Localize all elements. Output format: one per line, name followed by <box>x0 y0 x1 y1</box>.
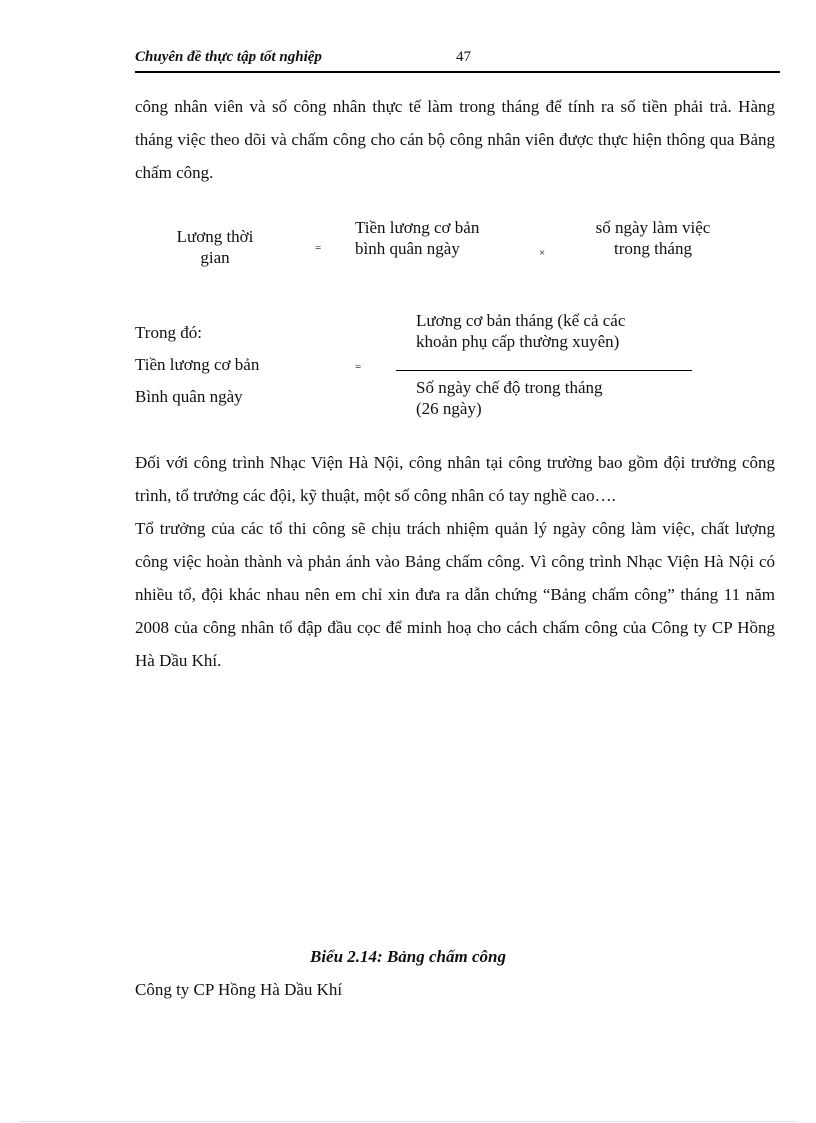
formula1-term2-line1: số ngày làm việc <box>595 218 711 237</box>
header-title: Chuyên đề thực tập tốt nghiệp <box>135 49 322 65</box>
formula1-term2-line2: trong tháng <box>614 239 692 258</box>
intro-paragraph: công nhân viên và số công nhân thực tế làm trong tháng để tính ra số tiền phải trả. Hàng tháng việc theo dõi và chấm công cho cán bộ công nhân viên được thực hiện thông qua Bảng chấm công. <box>135 97 775 182</box>
formula2-numerator-line2: khoản phụ cấp thường xuyên) <box>416 332 620 351</box>
formula1-equals: = <box>315 242 322 254</box>
formula1-lhs-line2: gian <box>200 248 230 267</box>
formula1-times: × <box>539 247 546 259</box>
body-paragraph-part2: Tổ trưởng của các tổ thi công sẽ chịu trách nhiệm quản lý ngày công làm việc, chất lượng công việc hoàn thành và phản ánh vào Bảng chấm công. Vì công trình Nhạc Viện Hà Nội có nhiều tổ, đội khác nhau nên em chỉ xin đưa ra dẫn chứng “Bảng chấm công” tháng 11 năm 2008 của công nhân tổ đập đầu cọc để minh hoạ cho cách chấm công của Công ty CP Hồng Hà Dầu Khí. <box>135 519 775 670</box>
body-paragraph-part1: Đối với công trình Nhạc Viện Hà Nội, công nhân tại công trường bao gồm đội trưởng công trình, tổ trưởng các đội, kỹ thuật, một số công nhân có tay nghề cao…. <box>135 453 775 505</box>
page-number: 47 <box>456 49 471 65</box>
body-paragraph <box>135 446 775 677</box>
company-name: Công ty CP Hồng Hà Dầu Khí <box>135 980 343 999</box>
formula2-intro: Trong đó: <box>135 323 202 342</box>
formula1-lhs-line1: Lương thời <box>176 227 254 246</box>
table-caption: Biểu 2.14: Bảng chấm công <box>310 947 506 966</box>
formula2-equals: = <box>355 361 362 373</box>
fraction-bar <box>396 370 692 371</box>
formula1-term1-line1: Tiền lương cơ bản <box>355 218 480 237</box>
formula1-term1-line2: bình quân ngày <box>355 239 460 258</box>
page-header <box>135 49 780 73</box>
formula2-denominator-line1: Số ngày chế độ trong tháng <box>416 378 603 397</box>
formula2-lhs-line1: Tiền lương cơ bản <box>135 355 260 374</box>
formula2-denominator-line2: (26 ngày) <box>416 399 482 418</box>
page-bottom-border <box>20 1121 796 1122</box>
formula2-numerator-line1: Lương cơ bản tháng (kể cả các <box>416 311 626 330</box>
formula2-lhs-line2: Bình quân ngày <box>135 387 243 406</box>
